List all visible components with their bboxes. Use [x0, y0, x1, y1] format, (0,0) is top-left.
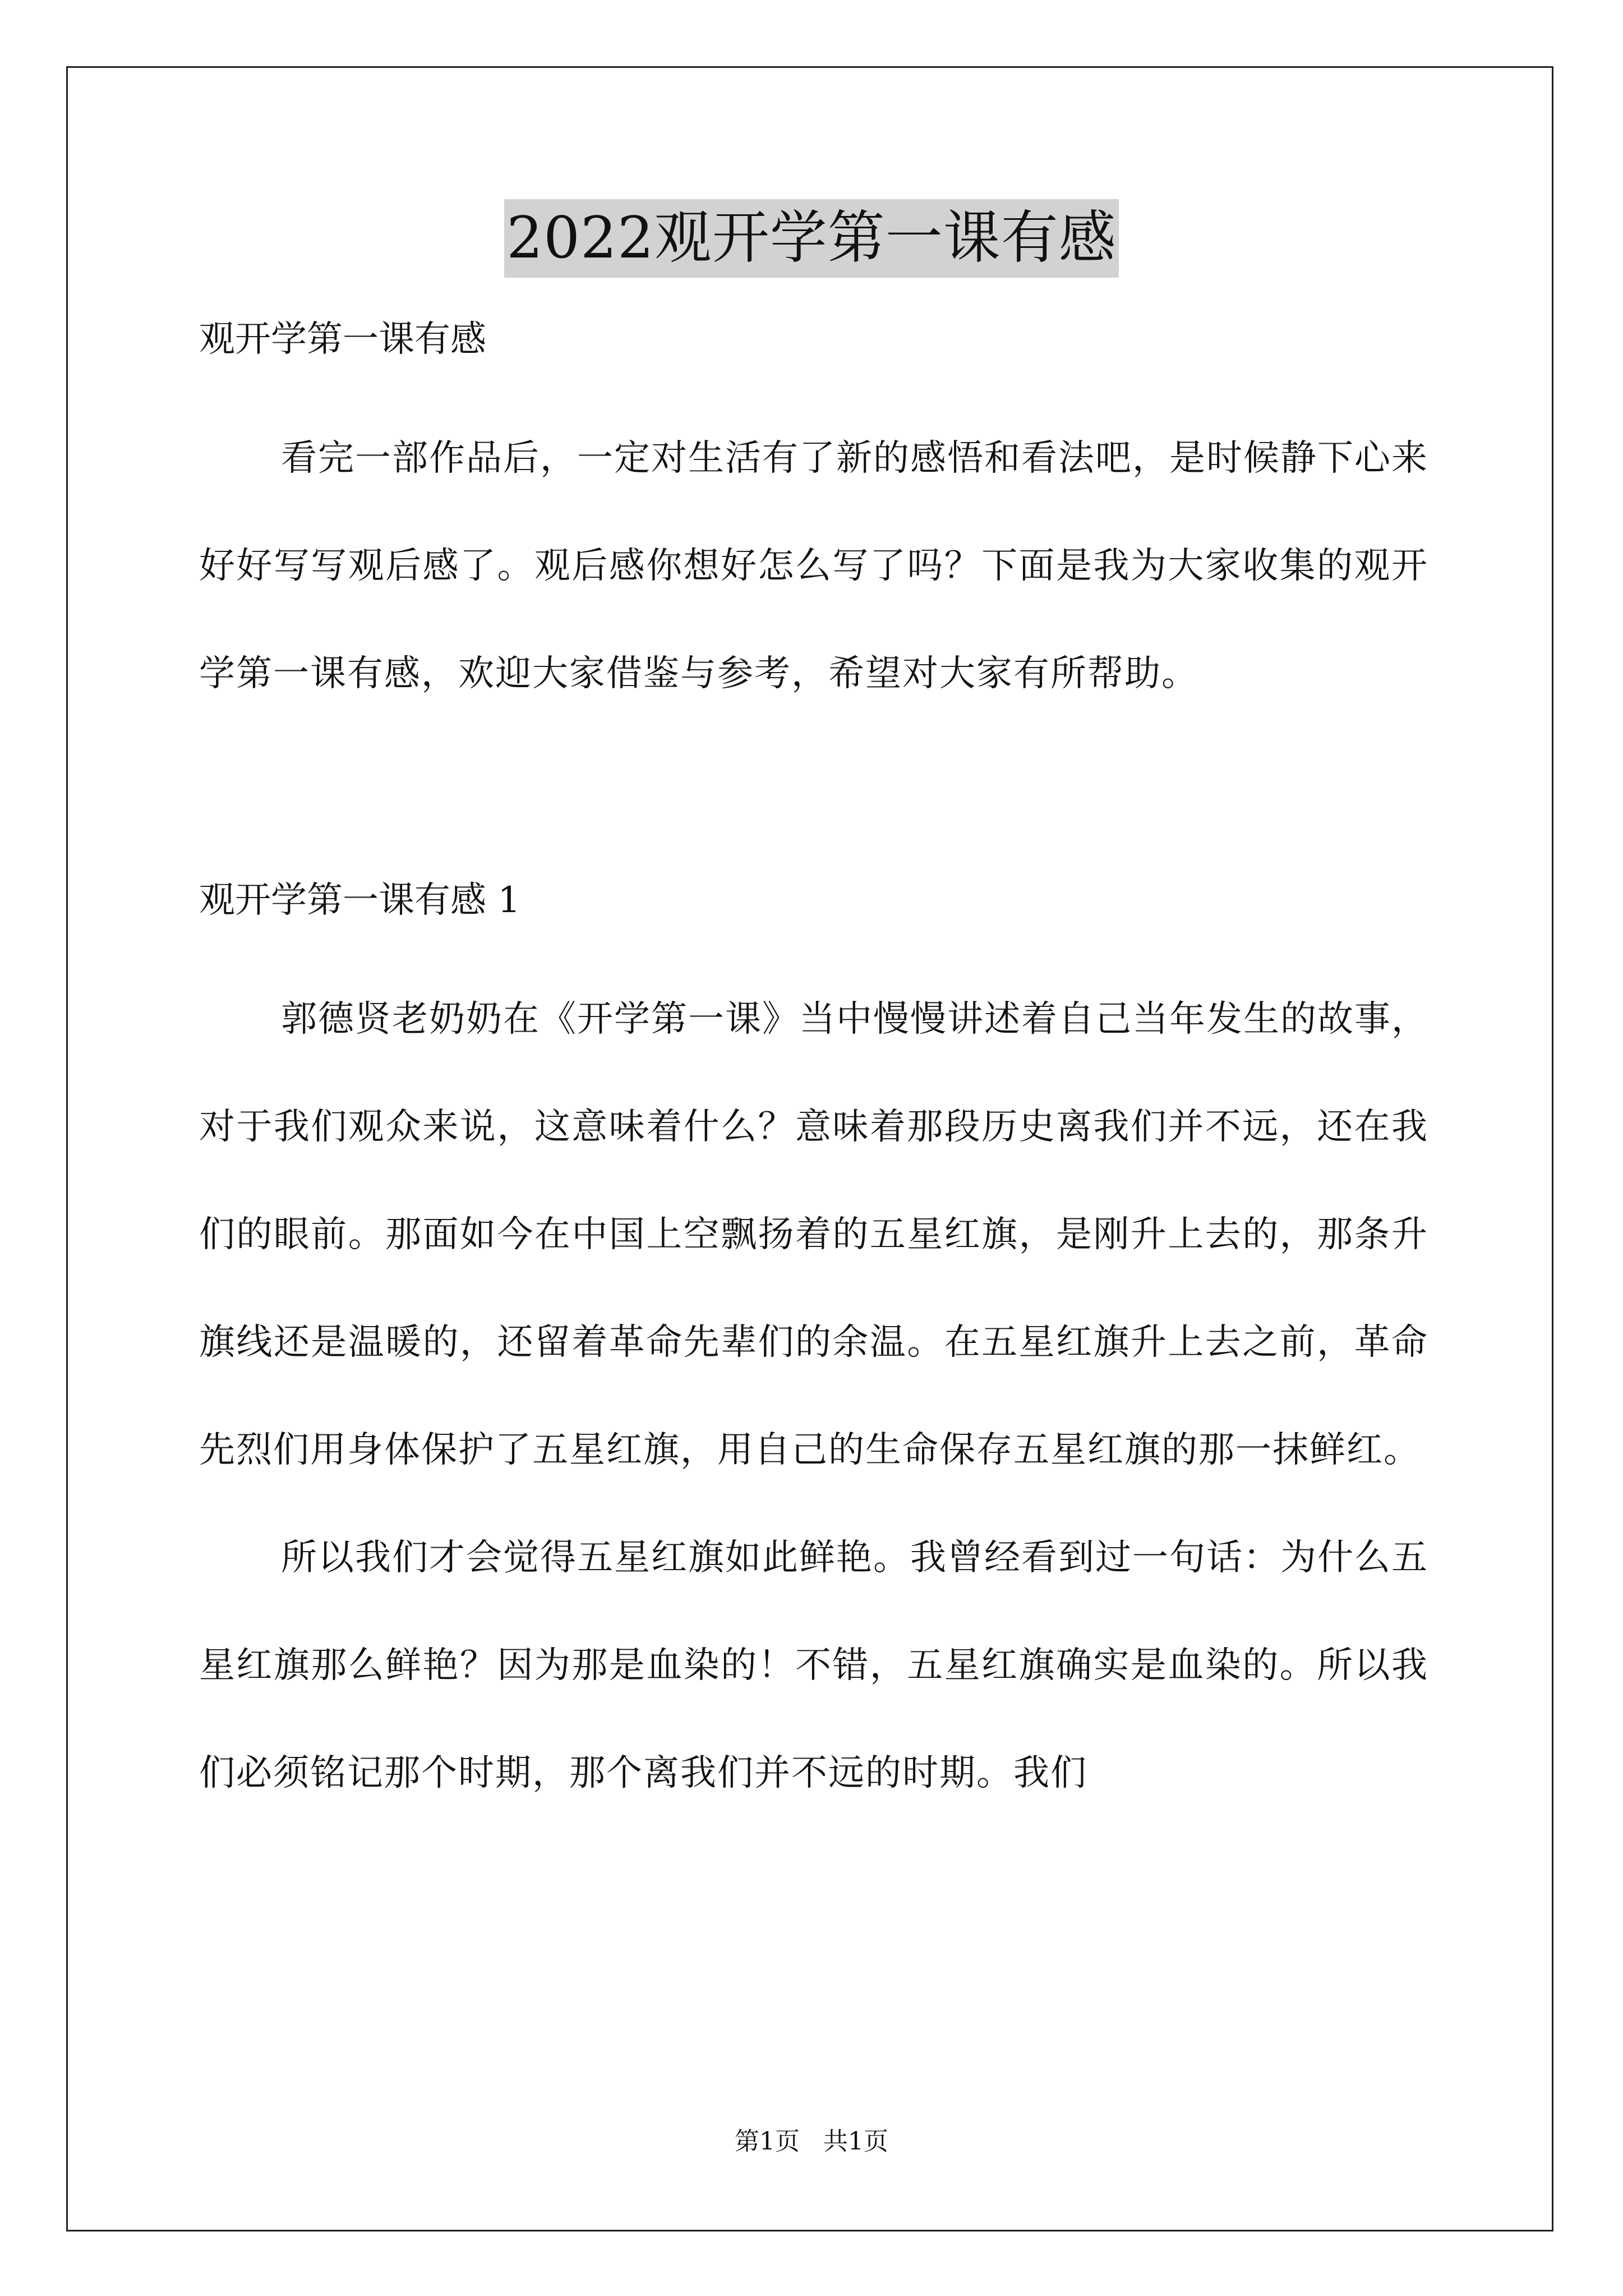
page-footer: 第1页 共1页: [735, 2127, 888, 2156]
section-heading: 观开学第一课有感 1: [199, 880, 521, 921]
document-body: [199, 311, 1428, 1827]
title-container: [0, 199, 1623, 278]
spacer: [199, 367, 1428, 404]
document-subtitle: 观开学第一课有感: [199, 319, 486, 360]
section-paragraph: 郭德贤老奶奶在《开学第一课》当中慢慢讲述着自己当年发生的故事，对于我们观众来说，这意味着什么？意味着那段历史离我们并不远，还在我们的眼前。那面如今在中国上空飘扬着的五星红旗，是刚升上去的，那条升旗线还是温暖的，还留着革命先辈们的余温。在五星红旗升上去之前，革命先烈们用身体保护了五星红旗，用自己的生命保存五星红旗的那一抹鲜红。: [199, 999, 1428, 1471]
intro-paragraph: 看完一部作品后，一定对生活有了新的感悟和看法吧，是时候静下心来好好写写观后感了。观后感你想好怎么写了吗？下面是我为大家收集的观开学第一课有感，欢迎大家借鉴与参考，希望对大家有所帮助。: [199, 438, 1428, 694]
document-title: 2022观开学第一课有感: [504, 199, 1119, 278]
section-paragraph: 所以我们才会觉得五星红旗如此鲜艳。我曾经看到过一句话：为什么五星红旗那么鲜艳？因为那是血染的！不错，五星红旗确实是血染的。所以我们必须铭记那个时期，那个离我们并不远的时期。我们: [199, 1537, 1428, 1794]
spacer: [199, 728, 1428, 872]
spacer: [199, 928, 1428, 965]
